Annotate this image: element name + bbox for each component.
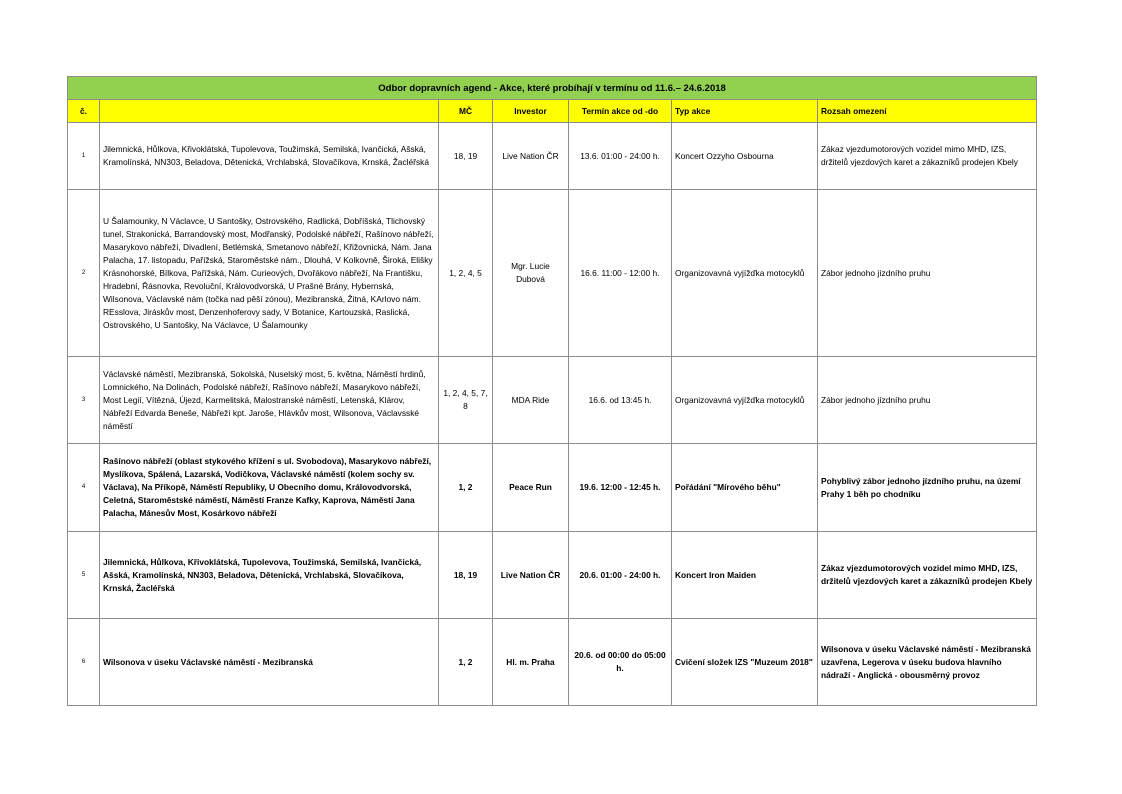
table-row: [68, 123, 1037, 190]
row-investor: Hl. m. Praha: [493, 619, 569, 706]
row-term: 16.6. 11:00 - 12:00 h.: [569, 190, 672, 357]
row-type: Cvičení složek IZS "Muzeum 2018": [672, 619, 818, 706]
row-type: Organizovavná vyjížďka motocyklů: [672, 190, 818, 357]
header-scope: Rozsah omezení: [818, 100, 1037, 123]
row-term: 20.6. 01:00 - 24:00 h.: [569, 532, 672, 619]
row-streets: Wilsonova v úseku Václavské náměstí - Mezibranská: [100, 619, 439, 706]
row-term: 16.6. od 13:45 h.: [569, 357, 672, 444]
row-type: Koncert Ozzyho Osbourna: [672, 123, 818, 190]
row-number: 3: [68, 357, 100, 444]
row-mc: 18, 19: [439, 532, 493, 619]
row-type: Koncert Iron Maiden: [672, 532, 818, 619]
table-row: [68, 619, 1037, 706]
row-scope: Zábor jednoho jízdního pruhu: [818, 357, 1037, 444]
table-row: [68, 190, 1037, 357]
table-title: Odbor dopravních agend - Akce, které probíhají v termínu od 11.6.– 24.6.2018: [68, 77, 1037, 100]
row-investor: Mgr. Lucie Dubová: [493, 190, 569, 357]
row-type: Pořádání "Mírového běhu": [672, 444, 818, 532]
row-mc: 1, 2: [439, 619, 493, 706]
header-streets: [100, 100, 439, 123]
table-row: [68, 532, 1037, 619]
row-scope: Pohyblivý zábor jednoho jízdního pruhu, na území Prahy 1 běh po chodníku: [818, 444, 1037, 532]
row-investor: Live Nation ČR: [493, 123, 569, 190]
row-mc: 1, 2, 4, 5, 7, 8: [439, 357, 493, 444]
row-number: 6: [68, 619, 100, 706]
table-row: [68, 357, 1037, 444]
row-streets: Rašínovo nábřeží (oblast stykového křížení s ul. Svobodova), Masarykovo nábřeží, Myslíkova, Spálená, Lazarská, Vodičkova, Václavské náměstí (kolem sochy sv. Václava), Na Příkopě, Náměstí Republiky, U Obecního domu, Královodvorská, Celetná, Staroměstské náměstí, Náměstí Franze Kafky, Kaprova, Náměstí Jana Palacha, Mánesův Most, Kosárkovo nábřeží: [100, 444, 439, 532]
title-row: [68, 77, 1037, 100]
row-mc: 1, 2: [439, 444, 493, 532]
row-number: 1: [68, 123, 100, 190]
row-mc: 1, 2, 4, 5: [439, 190, 493, 357]
row-streets: U Šalamounky, N Václavce, U Santošky, Ostrovského, Radlická, Dobříšská, Tlichovský tunel, Strakonická, Barrandovský most, Modřanský, Podolské nábřeží, Rašínovo nábřeží, Masarykovo nábřeží, Divadlení, Betlémská, Smetanovo nábřeží, Křižovnická, Nám. Jana Palacha, 17. listopadu, Pařížská, Staroměstské nám., Dlouhá, V Kolkovně, Široká, Elišky Krásnohorské, Bílkova, Pařížská, Nám. Curieových, Dvořákovo nábřeží, Na Františku, Hradební, Řásnovka, Revoluční, Královodvorská, U Prašné Brány, Hybernská, Wilsonova, Václavské nám (točka nad pěší zónou), Mezibranská, Žitná, KArlovo nám. REsslova, Jiráskův most, Denzenhoferovy sady, V Botanice, Kartouzská, Raslická, Ostrovského, U Santošky, Na Václavce, U Šalamounky: [100, 190, 439, 357]
row-term: 20.6. od 00:00 do 05:00 h.: [569, 619, 672, 706]
row-streets: Václavské náměstí, Mezibranská, Sokolská, Nuselský most, 5. května, Náměstí hrdinů, Lomnického, Na Dolinách, Podolské nábřeží, Rašínovo nábřeží, Masarykovo nábřeží, Most Legií, Vítězná, Újezd, Karmelitská, Malostranské náměstí, Letenská, Klárov, Nábřeží Edvarda Beneše, Nábřeží kpt. Jaroše, Hlávkův most, Wilsonova, Václavsské náměstí: [100, 357, 439, 444]
row-investor: MDA Ride: [493, 357, 569, 444]
header-row: [68, 100, 1037, 123]
row-number: 4: [68, 444, 100, 532]
row-streets: Jilemnická, Hůlkova, Křivoklátská, Tupolevova, Toužimská, Semilská, Ivančická, Ašská, Kramolínská, NN303, Beladova, Dětenická, Vrchlabská, Slovačíkova, Krnská, Žacléřská: [100, 532, 439, 619]
row-term: 13.6. 01:00 - 24:00 h.: [569, 123, 672, 190]
row-scope: Zábor jednoho jízdního pruhu: [818, 190, 1037, 357]
row-term: 19.6. 12:00 - 12:45 h.: [569, 444, 672, 532]
header-type: Typ akce: [672, 100, 818, 123]
row-streets: Jilemnická, Hůlkova, Křivoklátská, Tupolevova, Toužimská, Semilská, Ivančická, Ašská, Kramolínská, NN303, Beladova, Dětenická, Vrchlabská, Slovačíkova, Krnská, Žacléřská: [100, 123, 439, 190]
row-type: Organizovavná vyjížďka motocyklů: [672, 357, 818, 444]
header-term: Termín akce od -do: [569, 100, 672, 123]
header-investor: Investor: [493, 100, 569, 123]
row-scope: Zákaz vjezdumotorových vozidel mimo MHD, IZS, držitelů vjezdových karet a zákazníků prodejen Kbely: [818, 123, 1037, 190]
header-number: č.: [68, 100, 100, 123]
table-row: [68, 444, 1037, 532]
row-number: 5: [68, 532, 100, 619]
row-scope: Zákaz vjezdumotorových vozidel mimo MHD, IZS, držitelů vjezdových karet a zákazníků prodejen Kbely: [818, 532, 1037, 619]
row-investor: Live Nation ČR: [493, 532, 569, 619]
row-scope: Wilsonova v úseku Václavské náměstí - Mezibranská uzavřena, Legerova v úseku budova hlavního nádraží - Anglická - obousměrný provoz: [818, 619, 1037, 706]
row-investor: Peace Run: [493, 444, 569, 532]
row-mc: 18, 19: [439, 123, 493, 190]
row-number: 2: [68, 190, 100, 357]
events-table: [67, 76, 1037, 706]
header-mc: MČ: [439, 100, 493, 123]
